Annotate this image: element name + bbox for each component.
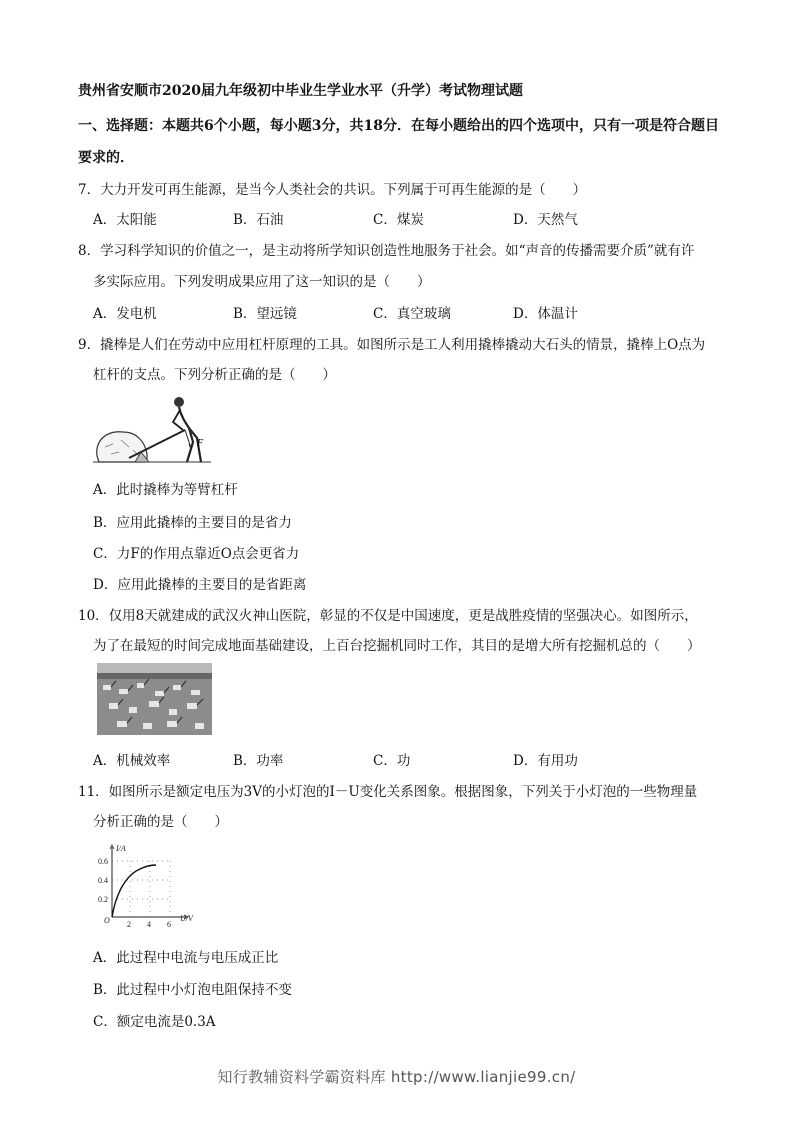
question-9-option-a: A．此时撬棒为等臂杠杆 [93,482,238,498]
question-11-stem-line1: 11．如图所示是额定电压为3V的小灯泡的I－U变化关系图象。根据图象，下列关于小灯泡的一些物理量 [78,784,698,800]
iu-curve [112,865,156,917]
graph-xtick: 4 [147,920,151,928]
question-11-option-c: C．额定电流是0.3A [93,1014,216,1030]
option-b: B．石油 [233,212,284,228]
option-d: D．天然气 [513,212,578,228]
question-8-stem-line1: 8．学习科学知识的价值之一，是主动将所学知识创造性地服务于社会。如“声音的传播需要介质”就有许 [78,243,695,259]
graph-xtick: 6 [167,920,171,928]
graph-origin: O [104,916,110,925]
option-b: B．功率 [233,753,284,769]
section-heading-line1: 一、选择题：本题共6个小题，每小题3分，共18分．在每小题给出的四个选项中，只有一项是符合题目 [78,118,719,134]
question-11-stem-line2: 分析正确的是（ ） [93,814,228,830]
option-d: D．体温计 [513,306,578,322]
graph-ytick: 0.2 [98,895,108,904]
option-a: A．机械效率 [93,753,171,769]
option-c: C．煤炭 [373,212,424,228]
option-d: D．有用功 [513,753,578,769]
question-10-options [93,749,653,769]
graph-xtick: 2 [127,920,131,928]
question-9-option-d: D．应用此撬棒的主要目的是省距离 [93,577,307,593]
graph-ylabel: I/A [116,844,126,853]
question-7-options [93,208,653,228]
question-8-stem-line2: 多实际应用。下列发明成果应用了这一知识的是（ ） [93,274,431,290]
graph-ytick: 0.4 [98,876,108,885]
question-9-stem-line2: 杠杆的支点。下列分析正确的是（ ） [93,367,336,383]
section-heading-line2: 要求的． [78,150,134,166]
graph-xlabel: U/V [180,914,193,923]
question-7-stem: 7．大力开发可再生能源，是当今人类社会的共识。下列属于可再生能源的是（ ） [78,182,587,198]
excavators-photo [97,663,212,735]
question-9-option-b: B．应用此撬棒的主要目的是省力 [93,515,292,531]
graph-ytick: 0.6 [98,857,108,866]
crowbar-figure [93,392,213,470]
option-c: C．真空玻璃 [373,306,451,322]
iu-graph [96,843,196,928]
question-9-option-c: C．力F的作用点靠近O点会更省力 [93,546,300,562]
force-label: F [197,438,204,449]
question-10-stem-line2: 为了在最短的时间完成地面基础建设，上百台挖掘机同时工作，其目的是增大所有挖掘机总的（ ） [93,638,701,654]
page-footer: 知行教辅资料学霸资料库 http://www.lianjie99.cn/ [217,1068,576,1086]
question-9-stem-line1: 9．撬棒是人们在劳动中应用杠杆原理的工具。如图所示是工人利用撬棒撬动大石头的情景，撬棒上O点为 [78,337,706,353]
page-title: 贵州省安顺市2020届九年级初中毕业生学业水平（升学）考试物理试题 [78,83,523,99]
worker-head [174,397,184,407]
question-11-option-a: A．此过程中电流与电压成正比 [93,950,279,966]
question-8-options [93,302,653,322]
option-a: A．太阳能 [93,212,157,228]
option-c: C．功 [373,753,411,769]
option-b: B．望远镜 [233,306,297,322]
option-a: A．发电机 [93,306,157,322]
question-11-option-b: B．此过程中小灯泡电阻保持不变 [93,982,292,998]
question-10-stem-line1: 10．仅用8天就建成的武汉火神山医院，彰显的不仅是中国速度，更是战胜疫情的坚强决心。如图所示， [78,608,698,624]
